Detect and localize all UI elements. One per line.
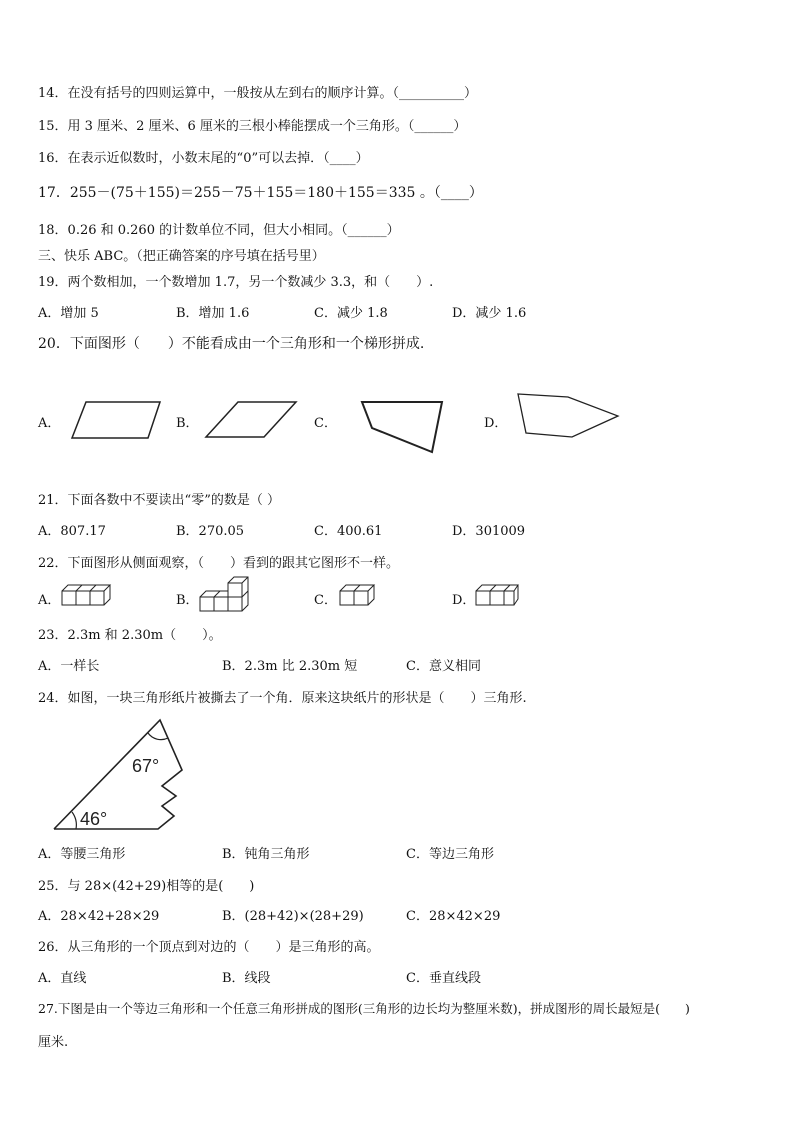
- q23-option-c: C．意义相同: [406, 659, 481, 674]
- question-16: 16．在表示近似数时，小数末尾的“0”可以去掉．（____）: [38, 151, 369, 166]
- q26-option-b: B．线段: [222, 971, 271, 986]
- q22-option-c: C．: [314, 593, 337, 608]
- question-27-line-2: 厘米.: [38, 1035, 69, 1050]
- question-22: 22．下面图形从侧面观察，（ ）看到的跟其它图形不一样。: [38, 556, 400, 571]
- question-21: 21．下面各数中不要读出“零”的数是（ ）: [38, 493, 280, 508]
- q26-option-c: C．垂直线段: [406, 971, 481, 986]
- q21-option-c: C．400.61: [314, 524, 383, 539]
- q24-option-a: A．等腰三角形: [38, 847, 126, 862]
- q25-option-b: B．(28+42)×(28+29): [222, 909, 364, 924]
- q24-angle-67-label: 67°: [132, 756, 160, 776]
- question-23: 23．2.3m 和 2.30m（ ）。: [38, 628, 222, 643]
- question-17: 17．255－(75＋155)＝255－75＋155＝180＋155＝335 。（____）: [38, 185, 483, 201]
- q25-option-a: A．28×42+28×29: [38, 909, 160, 924]
- q23-option-a: A．一样长: [38, 659, 100, 674]
- q19-option-d: D．减少 1.6: [452, 306, 527, 321]
- q19-option-a: A．增加 5: [38, 306, 99, 321]
- q24-option-c: C．等边三角形: [406, 847, 494, 862]
- q24-option-b: B．钝角三角形: [222, 847, 310, 862]
- question-18: 18．0.26 和 0.260 的计数单位不同，但大小相同。（______）: [38, 223, 400, 238]
- q22-option-a: A．: [38, 593, 61, 608]
- q22-option-b: B．: [176, 593, 199, 608]
- q21-option-a: A．807.17: [38, 524, 106, 539]
- q19-option-c: C．减少 1.8: [314, 306, 388, 321]
- question-27-line-1: 27.下图是由一个等边三角形和一个任意三角形拼成的图形(三角形的边长均为整厘米数)，拼成图形的周长最短是( ): [38, 1001, 690, 1016]
- question-19: 19．两个数相加，一个数增加 1.7，另一个数减少 3.3，和（ ）.: [38, 275, 434, 290]
- q25-option-c: C．28×42×29: [406, 909, 501, 924]
- section-3-heading: 三、快乐 ABC。（把正确答案的序号填在括号里）: [38, 249, 325, 264]
- q23-option-b: B．2.3m 比 2.30m 短: [222, 659, 358, 674]
- q21-option-b: B．270.05: [176, 524, 245, 539]
- question-25: 25．与 28×(42+29)相等的是( ): [38, 879, 255, 894]
- q20-option-b: B．: [176, 416, 199, 431]
- q20-option-d: D．: [484, 416, 508, 431]
- question-26: 26．从三角形的一个顶点到对边的（ ）是三角形的高。: [38, 940, 380, 955]
- question-20: 20．下面图形（ ）不能看成由一个三角形和一个梯形拼成.: [38, 336, 425, 352]
- q19-option-b: B．增加 1.6: [176, 306, 250, 321]
- q24-angle-46-label: 46°: [80, 809, 108, 829]
- question-24: 24．如图，一块三角形纸片被撕去了一个角．原来这块纸片的形状是（ ）三角形.: [38, 691, 527, 706]
- q26-option-a: A．直线: [38, 971, 87, 986]
- q20-option-a: A．: [38, 416, 61, 431]
- q20-option-c: C．: [314, 416, 337, 431]
- question-15: 15．用 3 厘米、2 厘米、6 厘米的三根小棒能摆成一个三角形。（______）: [38, 119, 467, 134]
- q21-option-d: D．301009: [452, 524, 526, 539]
- question-14: 14．在没有括号的四则运算中，一般按从左到右的顺序计算。（__________）: [38, 86, 478, 101]
- q22-option-d: D．: [452, 593, 476, 608]
